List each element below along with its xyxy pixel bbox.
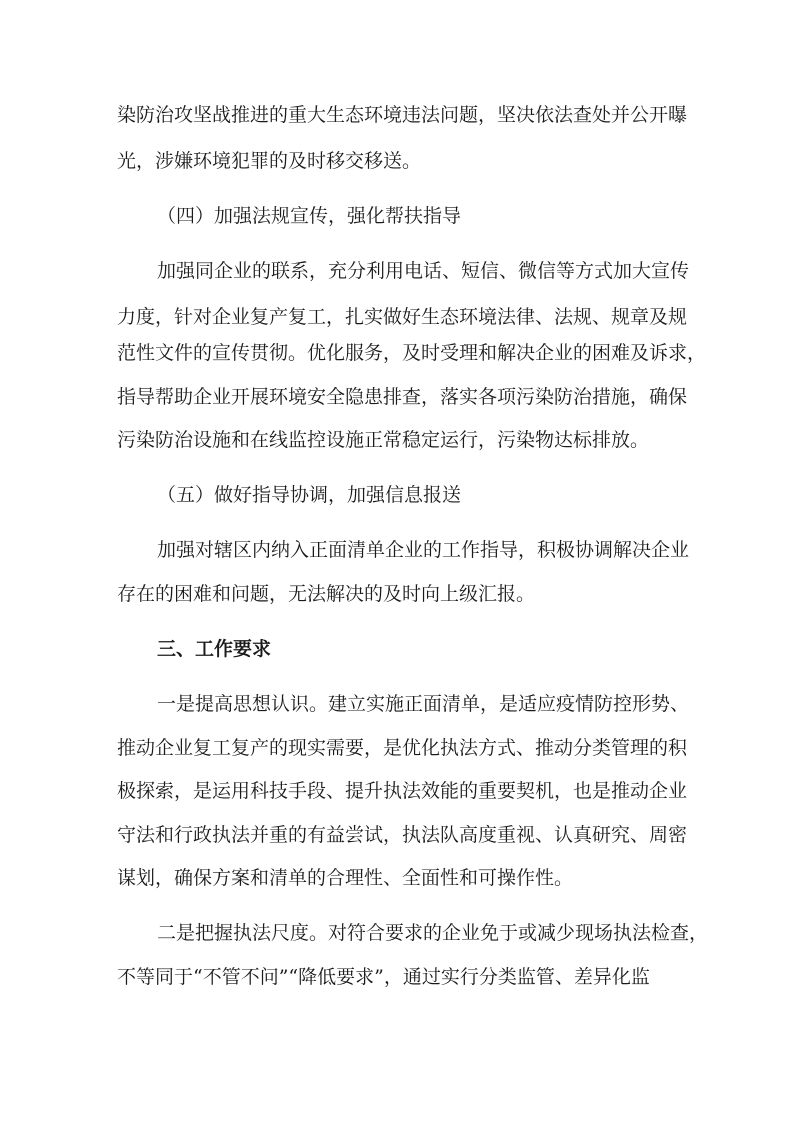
body-text-line: 存在的困难和问题，无法解决的及时向上级汇报。 xyxy=(117,583,536,605)
body-text-line: 极探索，是运用科技手段、提升执法效能的重要契机，也是推动企业 xyxy=(117,780,688,802)
paragraph-first-line: 加强同企业的联系，充分利用电话、短信、微信等方式加大宣传 xyxy=(157,260,690,282)
body-text-line: 范性文件的宣传贯彻。优化服务，及时受理和解决企业的困难及诉求， xyxy=(117,342,707,364)
paragraph-first-line: 加强对辖区内纳入正面清单企业的工作指导，积极协调解决企业 xyxy=(157,539,690,561)
body-text-line: 指导帮助企业开展环境安全隐患排查，落实各项污染防治措施，确保 xyxy=(117,386,688,408)
body-text-line: 推动企业复工复产的现实需要，是优化执法方式、推动分类管理的积 xyxy=(117,737,688,759)
section-heading: （五）做好指导协调，加强信息报送 xyxy=(157,484,462,506)
paragraph-first-line: 一是提高思想认识。建立实施正面清单，是适应疫情防控形势、 xyxy=(157,693,690,715)
section-heading: （四）加强法规宣传，强化帮扶指导 xyxy=(157,205,462,227)
body-text-line: 染防治攻坚战推进的重大生态环境违法问题，坚决依法查处并公开曝 xyxy=(117,104,688,126)
body-text-line: 光，涉嫌环境犯罪的及时移交移送。 xyxy=(117,150,422,172)
body-text-line: 谋划，确保方案和清单的合理性、全面性和可操作性。 xyxy=(117,867,574,889)
paragraph-first-line: 二是把握执法尺度。对符合要求的企业免于或减少现场执法检查， xyxy=(157,922,709,944)
body-text-line: 守法和行政执法并重的有益尝试，执法队高度重视、认真研究、周密 xyxy=(117,824,688,846)
body-text-line: 污染防治设施和在线监控设施正常稳定运行，污染物达标排放。 xyxy=(117,429,650,451)
body-text-line: 力度，针对企业复产复工，扎实做好生态环境法律、法规、规章及规 xyxy=(117,306,688,328)
body-text-line: 不等同于“不管不问”“降低要求”，通过实行分类监管、差异化监 xyxy=(117,966,650,988)
chapter-heading: 三、工作要求 xyxy=(157,638,272,660)
